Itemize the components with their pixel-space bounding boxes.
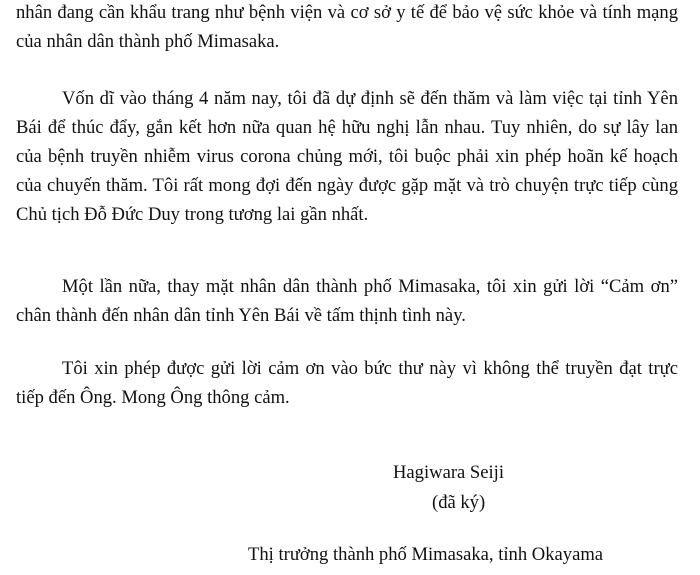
paragraph-visit-plan: Vốn dĩ vào tháng 4 năm nay, tôi đã dự định sẽ đến thăm và làm việc tại tỉnh Yên Bái để thúc đẩy, gắn kết hơn nữa quan hệ hữu nghị lẫn nhau. Tuy nhiên, do sự lây lan của bệnh truyền nhiễm virus corona chủng mới, tôi buộc phải xin phép hoãn kế hoạch của chuyến thăm. Tôi rất mong đợi đến ngày được gặp mặt và trò chuyện trực tiếp cùng Chủ tịch Đỗ Đức Duy trong tương lai gần nhất. [16,88,678,225]
signature-title: Thị trưởng thành phố Mimasaka, tỉnh Okayama [248,544,604,565]
paragraph-continuation: nhân đang cần khẩu trang như bệnh viện và cơ sở y tế để bảo vệ sức khỏe và tính mạng của nhân dân thành phố Mimasaka. [16,2,678,52]
paragraph-apology: Tôi xin phép được gửi lời cảm ơn vào bức thư này vì không thể truyền đạt trực tiếp đến Ông. Mong Ông thông cảm. [16,358,678,408]
signature-note: (đã ký) [432,492,486,513]
signature-name: Hagiwara Seiji [393,462,505,483]
paragraph-thanks: Một lần nữa, thay mặt nhân dân thành phố Mimasaka, tôi xin gửi lời “Cảm ơn” chân thành đến nhân dân tỉnh Yên Bái về tấm thịnh tình này. [16,276,678,326]
